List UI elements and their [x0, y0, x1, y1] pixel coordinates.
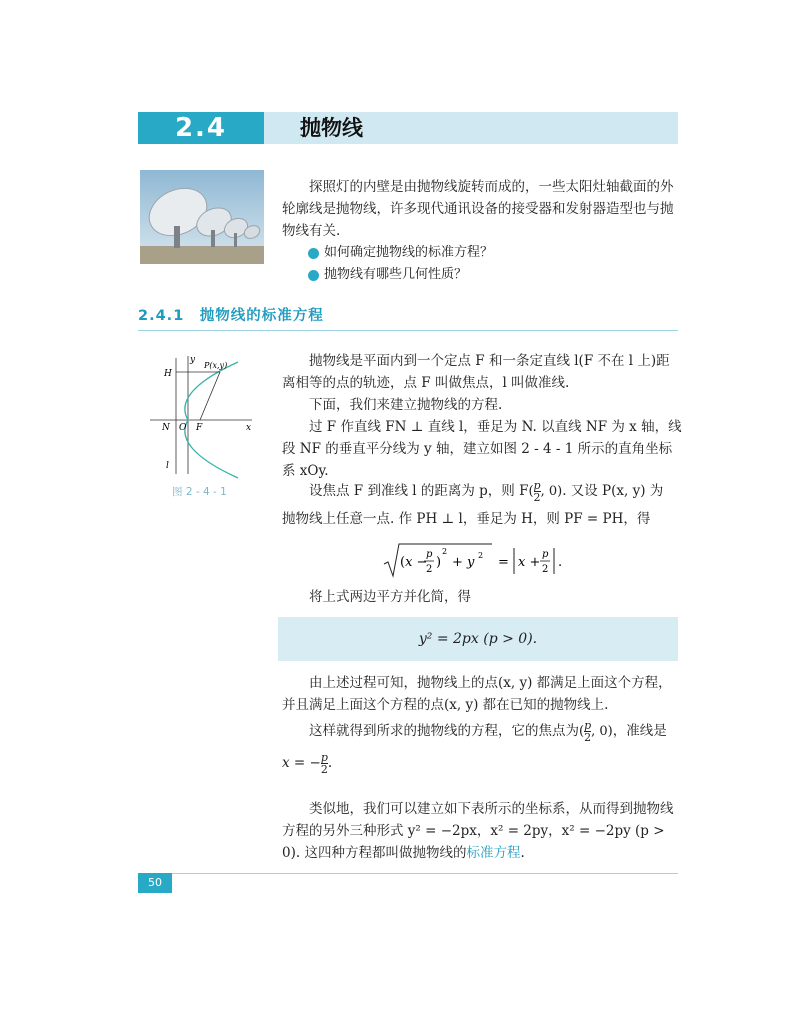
svg-text:(x −: (x − [400, 555, 428, 570]
question-item: 如何确定抛物线的标准方程？ [324, 245, 494, 260]
svg-text:+ y: + y [452, 555, 475, 570]
fig-label-p: P(x,y) [204, 361, 228, 370]
question-bullet-icon [308, 270, 319, 281]
svg-text:): ) [436, 555, 442, 570]
svg-text:2: 2 [426, 564, 433, 575]
p8-text-end: . [520, 845, 525, 861]
directrix-text: x = − [282, 755, 321, 771]
p7-text-end: ，准线是 [612, 723, 667, 739]
section-number: 2.4 [174, 113, 228, 143]
definition-paragraph: 抛物线是平面内到一个定点 F 和一条定直线 l(F 不在 l 上)距离相等的点的轨迹，点 F 叫做焦点，l 叫做准线. [282, 353, 670, 391]
focus-coordinate: ($\frac{p}{2}$ , 0) [528, 479, 563, 504]
p8-text: 类似地，我们可以建立如下表所示的坐标系，从而得到抛物线方程的另外三种形式 y² = −2px，x² = 2py，x² = −2py (p > 0). 这四种方程都叫做抛物线的 [282, 801, 674, 861]
svg-text:x +: x + [518, 555, 541, 570]
focus-point: ($\frac{p}{2}$ , 0) [579, 719, 613, 744]
fig-label-o: O [179, 423, 187, 433]
fig-label-n: N [162, 423, 170, 433]
standard-equation: y² = 2px (p > 0). [418, 631, 538, 647]
parabola-figure [142, 352, 262, 482]
fig-label-x: x [246, 423, 252, 433]
standard-equation-term: 标准方程 [466, 845, 521, 861]
svg-text:2: 2 [442, 547, 448, 556]
svg-text:p: p [542, 549, 549, 560]
fig-label-y: y [190, 355, 196, 365]
body-paragraph: 下面，我们来建立抛物线的方程. [309, 397, 503, 413]
section-title: 抛物线 [300, 116, 363, 140]
p7-text-start: 这样就得到所求的抛物线的方程，它的焦点为 [309, 723, 579, 739]
directrix-fraction: $\frac{p}{2}$ [320, 751, 328, 776]
body-paragraph: 过 F 作直线 FN ⊥ 直线 l，垂足为 N. 以直线 NF 为 x 轴，线段 NF 的垂直平分线为 y 轴，建立如图 2 - 4 - 1 所示的直角坐标系 xOy. [282, 419, 682, 479]
question-bullet-icon [308, 248, 319, 259]
fig-label-f: F [196, 423, 203, 433]
focus-paragraph [282, 480, 682, 502]
focus-text-start: 设焦点 F 到准线 l 的距离为 p，则 F [309, 483, 529, 499]
svg-text:=: = [498, 555, 509, 570]
distance-equation [380, 540, 600, 580]
svg-text:.: . [558, 555, 563, 570]
question-item: 抛物线有哪些几何性质？ [324, 267, 468, 282]
satellite-dish-photo [140, 170, 264, 264]
page-number: 50 [148, 876, 162, 889]
svg-text:2: 2 [478, 551, 484, 560]
fig-label-l: l [166, 461, 169, 471]
page-footer-line [138, 873, 678, 874]
directrix-equation: $x = -\frac{p}{2}$ . [282, 751, 333, 776]
standard-forms-paragraph [282, 798, 682, 864]
subsection-heading: 2.4.1 抛物线的标准方程 [138, 308, 324, 324]
body-paragraph: 由上述过程可知，抛物线上的点(x, y) 都满足上面这个方程，并且满足上面这个方程的点(x, y) 都在已知的抛物线上. [282, 675, 672, 713]
figure-caption: 图 2 - 4 - 1 [172, 486, 227, 498]
subsection-divider [138, 330, 678, 331]
svg-text:p: p [426, 549, 433, 560]
svg-text:2: 2 [542, 564, 549, 575]
body-paragraph: 抛物线上任意一点. 作 PH ⊥ l，垂足为 H，则 PF = PH，得 [282, 511, 651, 527]
body-paragraph: 将上式两边平方并化简，得 [309, 589, 471, 605]
focus-text-end: . 又设 P(x, y) 为 [562, 483, 664, 499]
intro-paragraph: 探照灯的内壁是由抛物线旋转而成的，一些太阳灶轴截面的外轮廓线是抛物线，许多现代通讯设备的接受器和发射器造型也与抛物线有关. [282, 179, 674, 239]
focus-directrix-paragraph [282, 720, 682, 742]
fig-label-h: H [164, 369, 172, 379]
